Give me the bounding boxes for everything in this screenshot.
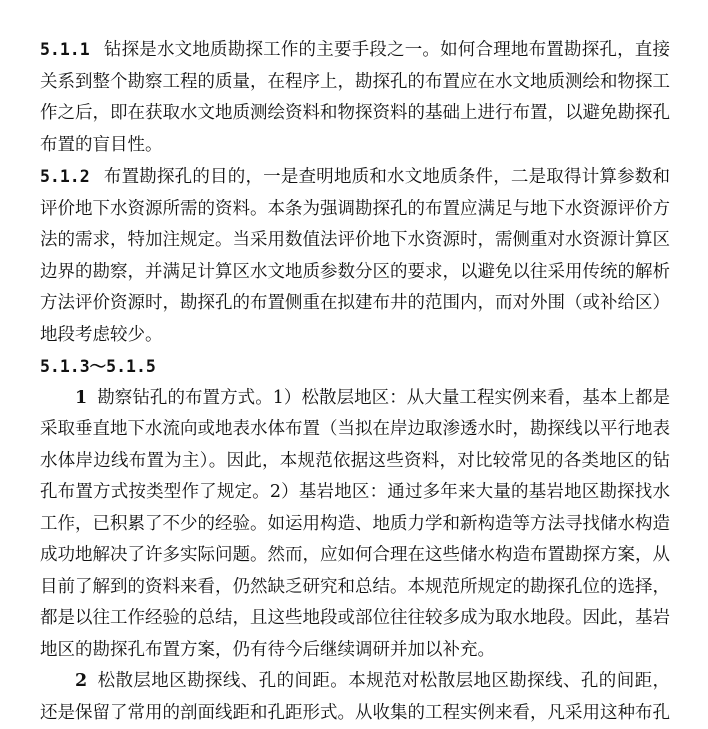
section-text: 布置勘探孔的目的，一是查明地质和水文地质条件，二是取得计算参数和评价地下水资源所需的资料。本条为强调勘探孔的布置应满足与地下水资源评价方法的需求，特加注规定。当采用数值法评价地下水资源时，需侧重对水资源计算区边界的勘察，并满足计算区水文地质参数分区的要求，以避免以往采用传统的解析方法评价资源时，勘探孔的布置侧重在拟建布井的范围内，而对外围（或补给区）地段考虑较少。 (40, 167, 670, 345)
item-1 (40, 383, 670, 667)
section-range-heading: 5.1.3～5.1.5 (40, 357, 156, 376)
section-5-1-1 (40, 34, 670, 161)
item-2 (40, 666, 670, 729)
item-number: 1 (75, 387, 88, 408)
item-text: 勘察钻孔的布置方式。1）松散层地区：从大量工程实例来看，基本上都是采取垂直地下水流向或地表水体布置（当拟在岸边取渗透水时，勘探线以平行地表水体岸边线布置为主）。因此，本规范依据这些资料，对比较常见的各类地区的钻孔布置方式按类型作了规定。2）基岩地区：通过多年来大量的基岩地区勘探找水工作，已积累了不少的经验。如运用构造、地质力学和新构造等方法寻找储水构造成功地解决了许多实际问题。然而，应如何合理在这些储水构造布置勘探方案，从目前了解到的资料来看，仍然缺乏研究和总结。本规范所规定的勘探孔位的选择，都是以往工作经验的总结，且这些地段或部位往往较多成为取水地段。因此，基岩地区的勘探孔布置方案，仍有待今后继续调研并加以补充。 (40, 387, 670, 660)
item-number: 2 (75, 671, 88, 691)
section-number: 5.1.2 (40, 167, 90, 186)
item-text: 松散层地区勘探线、孔的间距。本规范对松散层地区勘探线、孔的间距，还是保留了常用的剖面线距和孔距形式。从收集的工程实例来看，凡采用这种布孔 (40, 671, 670, 723)
section-text: 钻探是水文地质勘探工作的主要手段之一。如何合理地布置勘探孔，直接关系到整个勘察工程的质量，在程序上，勘探孔的布置应在水文地质测绘和物探工作之后，即在获取水文地质测绘资料和物探资料的基础上进行布置，以避免勘探孔布置的盲目性。 (40, 40, 670, 155)
section-5-1-2 (40, 161, 670, 351)
section-number: 5.1.1 (40, 40, 90, 59)
document-page (40, 34, 670, 729)
